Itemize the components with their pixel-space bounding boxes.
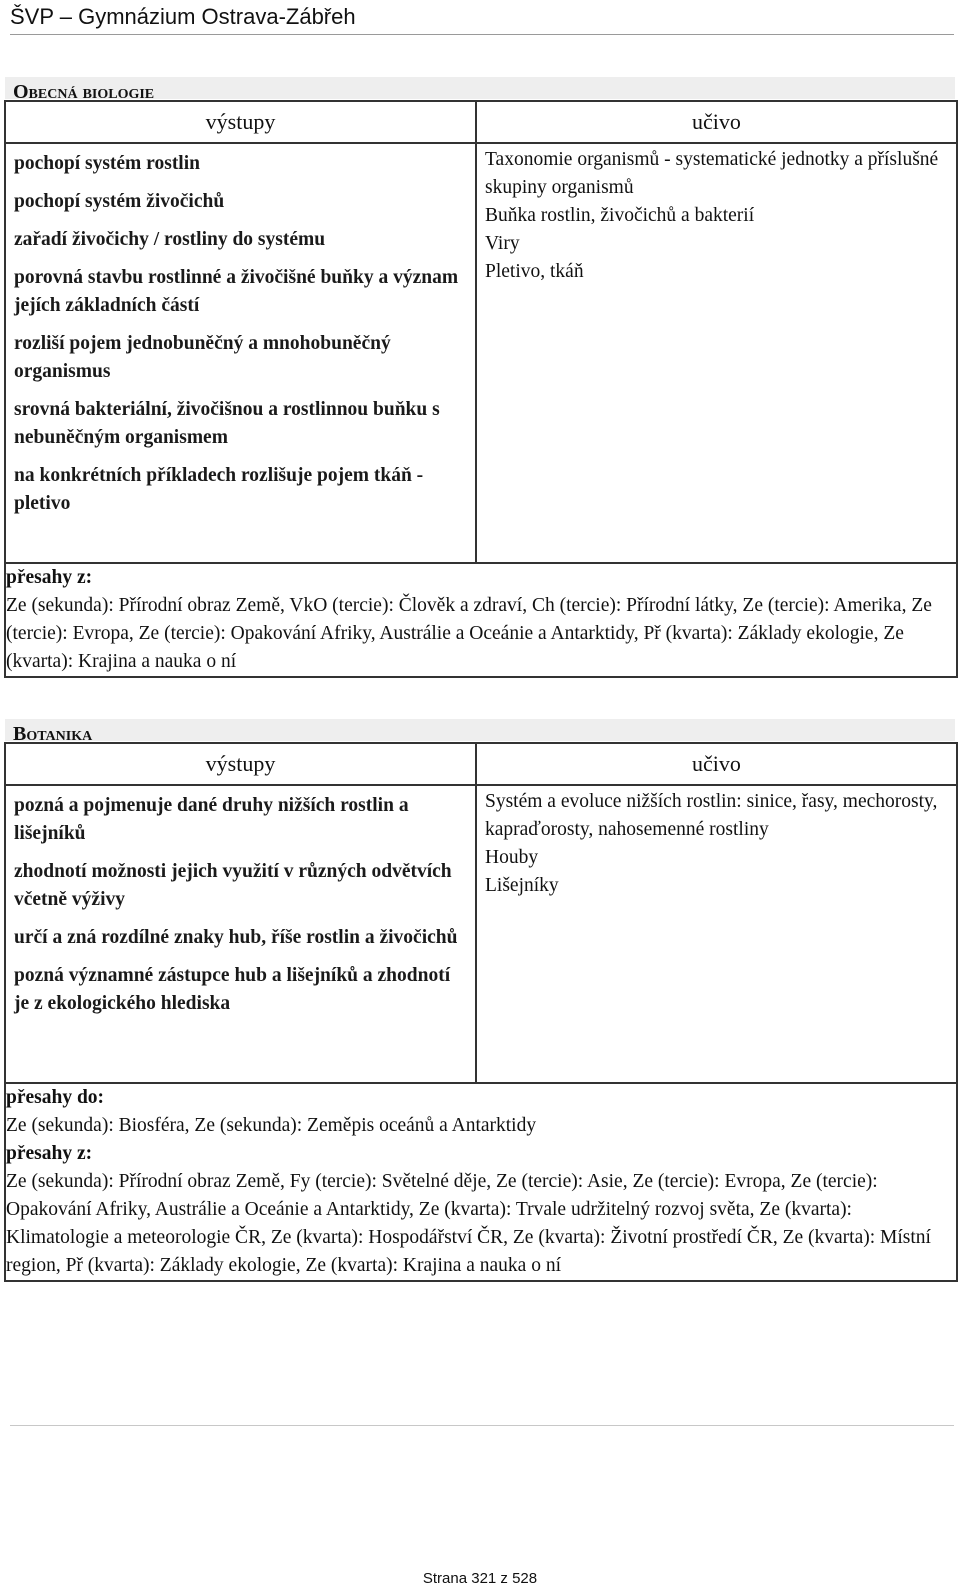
content-item: Viry	[485, 233, 520, 254]
outcome-item: pozná a pojmenuje dané druhy nižších rostlin a lišejníků	[14, 795, 409, 844]
section-title: Obecná biologie	[4, 76, 956, 100]
column-header-content: učivo	[476, 101, 957, 143]
outcome-item: určí a zná rozdílné znaky hub, říše rostlin a živočichů	[14, 927, 458, 948]
content-item: Taxonomie organismů - systematické jednotky a příslušné skupiny organismů	[485, 149, 939, 198]
overlaps-to-text: Ze (sekunda): Biosféra, Ze (sekunda): Zeměpis oceánů a Antarktidy	[6, 1115, 537, 1136]
page-number: Strana 321 z 528	[422, 1570, 538, 1587]
outcome-item: na konkrétních příkladech rozlišuje pojem tkáň - pletivo	[14, 465, 424, 514]
section-title: Botanika	[4, 718, 956, 742]
outcomes-cell	[5, 143, 476, 563]
outcome-item: pochopí systém rostlin	[14, 153, 200, 174]
overlaps-from-label: přesahy z:	[6, 1143, 93, 1164]
outcome-item: srovná bakteriální, živočišnou a rostlinnou buňku s nebuněčným organismem	[14, 399, 440, 448]
outcome-item: zhodnotí možnosti jejich využití v různých odvětvích včetně výživy	[14, 861, 452, 910]
content-item: Lišejníky	[485, 875, 559, 896]
content-item: Buňka rostlin, živočichů a bakterií	[485, 205, 755, 226]
content-cell	[476, 785, 957, 1083]
outcome-item: pochopí systém živočichů	[14, 191, 225, 212]
section-general-biology	[4, 76, 956, 678]
overlaps-to-label: přesahy do:	[6, 1087, 105, 1108]
footer-divider	[10, 1425, 954, 1426]
content-item: Systém a evoluce nižších rostlin: sinice, řasy, mechorosty, kapraďorosty, nahosemenné rostliny	[485, 791, 938, 840]
outcome-item: porovná stavbu rostlinné a živočišné buňky a význam jejích základních částí	[14, 267, 459, 316]
content-item: Pletivo, tkáň	[485, 261, 584, 282]
section-botany	[4, 718, 956, 1282]
column-header-outcomes: výstupy	[5, 101, 476, 143]
outcome-item: rozliší pojem jednobuněčný a mnohobuněčný organismus	[14, 333, 391, 382]
outcomes-cell	[5, 785, 476, 1083]
column-header-content: učivo	[476, 743, 957, 785]
title-divider	[10, 34, 954, 35]
overlaps-from-text: Ze (sekunda): Přírodní obraz Země, VkO (tercie): Člověk a zdraví, Ch (tercie): Přírodní látky, Ze (tercie): Amerika, Ze (tercie): Evropa, Ze (tercie): Opakování Afriky, Austrálie a Oceánie a Antarktidy, Př (kvarta): Základy ekologie, Ze (kvarta): Krajina a nauka o ní	[6, 595, 932, 672]
column-header-outcomes: výstupy	[5, 743, 476, 785]
overlaps-cell	[5, 1083, 957, 1281]
overlaps-from-label: přesahy z:	[6, 567, 93, 588]
outcome-item: pozná významné zástupce hub a lišejníků a zhodnotí je z ekologického hlediska	[14, 965, 451, 1014]
content-cell	[476, 143, 957, 563]
content-item: Houby	[485, 847, 539, 868]
curriculum-table	[4, 100, 958, 678]
document-title: ŠVP – Gymnázium Ostrava-Zábřeh	[10, 4, 356, 29]
overlaps-from-text: Ze (sekunda): Přírodní obraz Země, Fy (tercie): Světelné děje, Ze (tercie): Asie, Ze (tercie): Evropa, Ze (tercie): Opakování Afriky, Austrálie a Oceánie a Antarktidy, Ze (kvarta): Trvale udržitelný rozvoj světa, Ze (kvarta): Klimatologie a meteorologie ČR, Ze (kvarta): Hospodářství ČR, Ze (kvarta): Životní prostředí ČR, Ze (kvarta): Místní region, Př (kvarta): Základy ekologie, Ze (kvarta): Krajina a nauka o ní	[6, 1171, 931, 1276]
outcome-item: zařadí živočichy / rostliny do systému	[14, 229, 326, 250]
curriculum-table	[4, 742, 958, 1282]
overlaps-cell	[5, 563, 957, 677]
